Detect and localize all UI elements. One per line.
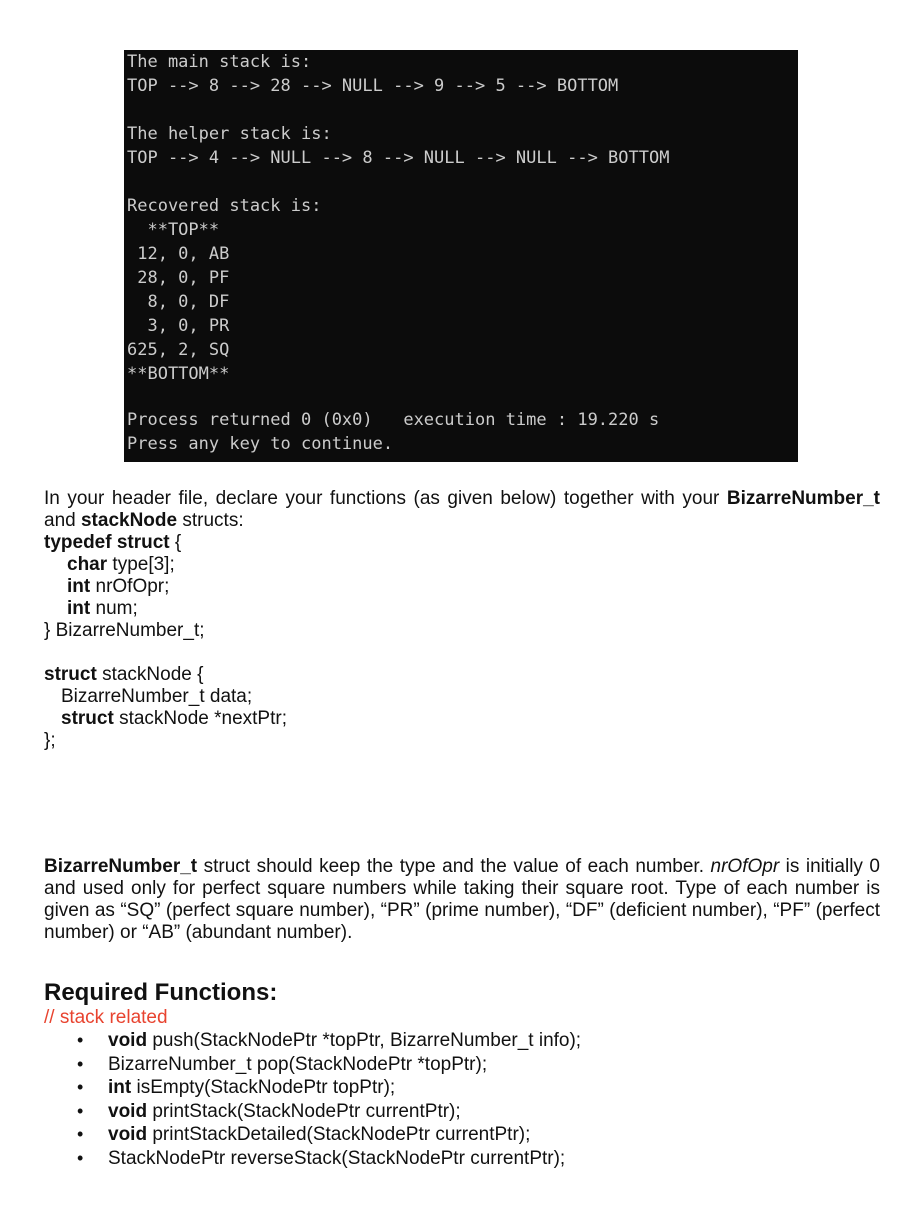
bullet-icon: • bbox=[77, 1124, 84, 1144]
list-item: • StackNodePtr reverseStack(StackNodePtr currentPtr); bbox=[77, 1147, 566, 1169]
console-line: The helper stack is: bbox=[127, 124, 332, 144]
code-line: } BizarreNumber_t; bbox=[44, 620, 205, 641]
console-line: 625, 2, SQ bbox=[127, 340, 230, 360]
list-item: • BizarreNumber_t pop(StackNodePtr *topPtr); bbox=[77, 1053, 488, 1075]
console-line: TOP --> 8 --> 28 --> NULL --> 9 --> 5 --> BOTTOM bbox=[127, 76, 619, 96]
function-list bbox=[44, 1029, 880, 1170]
console-line: TOP --> 4 --> NULL --> 8 --> NULL --> NULL --> BOTTOM bbox=[127, 148, 670, 168]
code-line: char type[3]; bbox=[67, 554, 175, 575]
code-line: struct stackNode *nextPtr; bbox=[61, 708, 287, 729]
console-line: Press any key to continue. bbox=[127, 434, 394, 454]
console-line: 8, 0, DF bbox=[127, 292, 230, 312]
list-item: • void push(StackNodePtr *topPtr, BizarreNumber_t info); bbox=[77, 1030, 582, 1051]
console-line: 12, 0, AB bbox=[127, 244, 230, 264]
intro-paragraph: In your header file, declare your functions (as given below) together with your BizarreNumber_t and stackNode structs: bbox=[44, 488, 880, 531]
struct-name-bizarre: BizarreNumber_t bbox=[726, 488, 880, 509]
list-item: • int isEmpty(StackNodePtr topPtr); bbox=[77, 1077, 396, 1098]
bullet-icon: • bbox=[77, 1077, 84, 1097]
console-line: 3, 0, PR bbox=[127, 316, 230, 336]
code-line: }; bbox=[44, 730, 56, 751]
console-output-screenshot bbox=[124, 50, 798, 462]
section-heading: Required Functions: bbox=[44, 979, 278, 1006]
code-block bbox=[44, 532, 880, 752]
code-line: typedef struct { bbox=[44, 532, 182, 553]
console-line: **TOP** bbox=[127, 220, 220, 240]
bullet-icon: • bbox=[77, 1147, 84, 1168]
console-line: Recovered stack is: bbox=[127, 196, 322, 216]
console-line: The main stack is: bbox=[127, 52, 312, 72]
code-comment: // stack related bbox=[44, 1007, 168, 1028]
console-line: **BOTTOM** bbox=[127, 364, 230, 384]
console-line: 28, 0, PF bbox=[127, 268, 230, 288]
description-paragraph: BizarreNumber_t struct should keep the type and the value of each number. nrOfOpr is initially 0 and used only for perfect square numbers while taking their square root. Type of each number is given as “SQ” (perfect square number), “PR” (prime number), “DF” (deficient number), “PF” (perfect number) or “AB” (abundant number). bbox=[44, 856, 880, 943]
code-line: BizarreNumber_t data; bbox=[61, 686, 253, 707]
bullet-icon: • bbox=[77, 1030, 84, 1050]
header-instructions bbox=[44, 488, 880, 752]
list-item: • void printStack(StackNodePtr currentPtr); bbox=[77, 1100, 461, 1122]
console-line: Process returned 0 (0x0) execution time : 19.220 s bbox=[127, 410, 660, 430]
code-line: struct stackNode { bbox=[44, 664, 204, 685]
bullet-icon: • bbox=[77, 1053, 84, 1074]
bullet-icon: • bbox=[77, 1100, 84, 1121]
code-line: int nrOfOpr; bbox=[67, 576, 170, 597]
required-functions-section bbox=[44, 979, 880, 1170]
list-item: • void printStackDetailed(StackNodePtr currentPtr); bbox=[77, 1124, 531, 1145]
code-line: int num; bbox=[67, 598, 138, 619]
struct-name-stacknode: stackNode bbox=[80, 510, 178, 531]
